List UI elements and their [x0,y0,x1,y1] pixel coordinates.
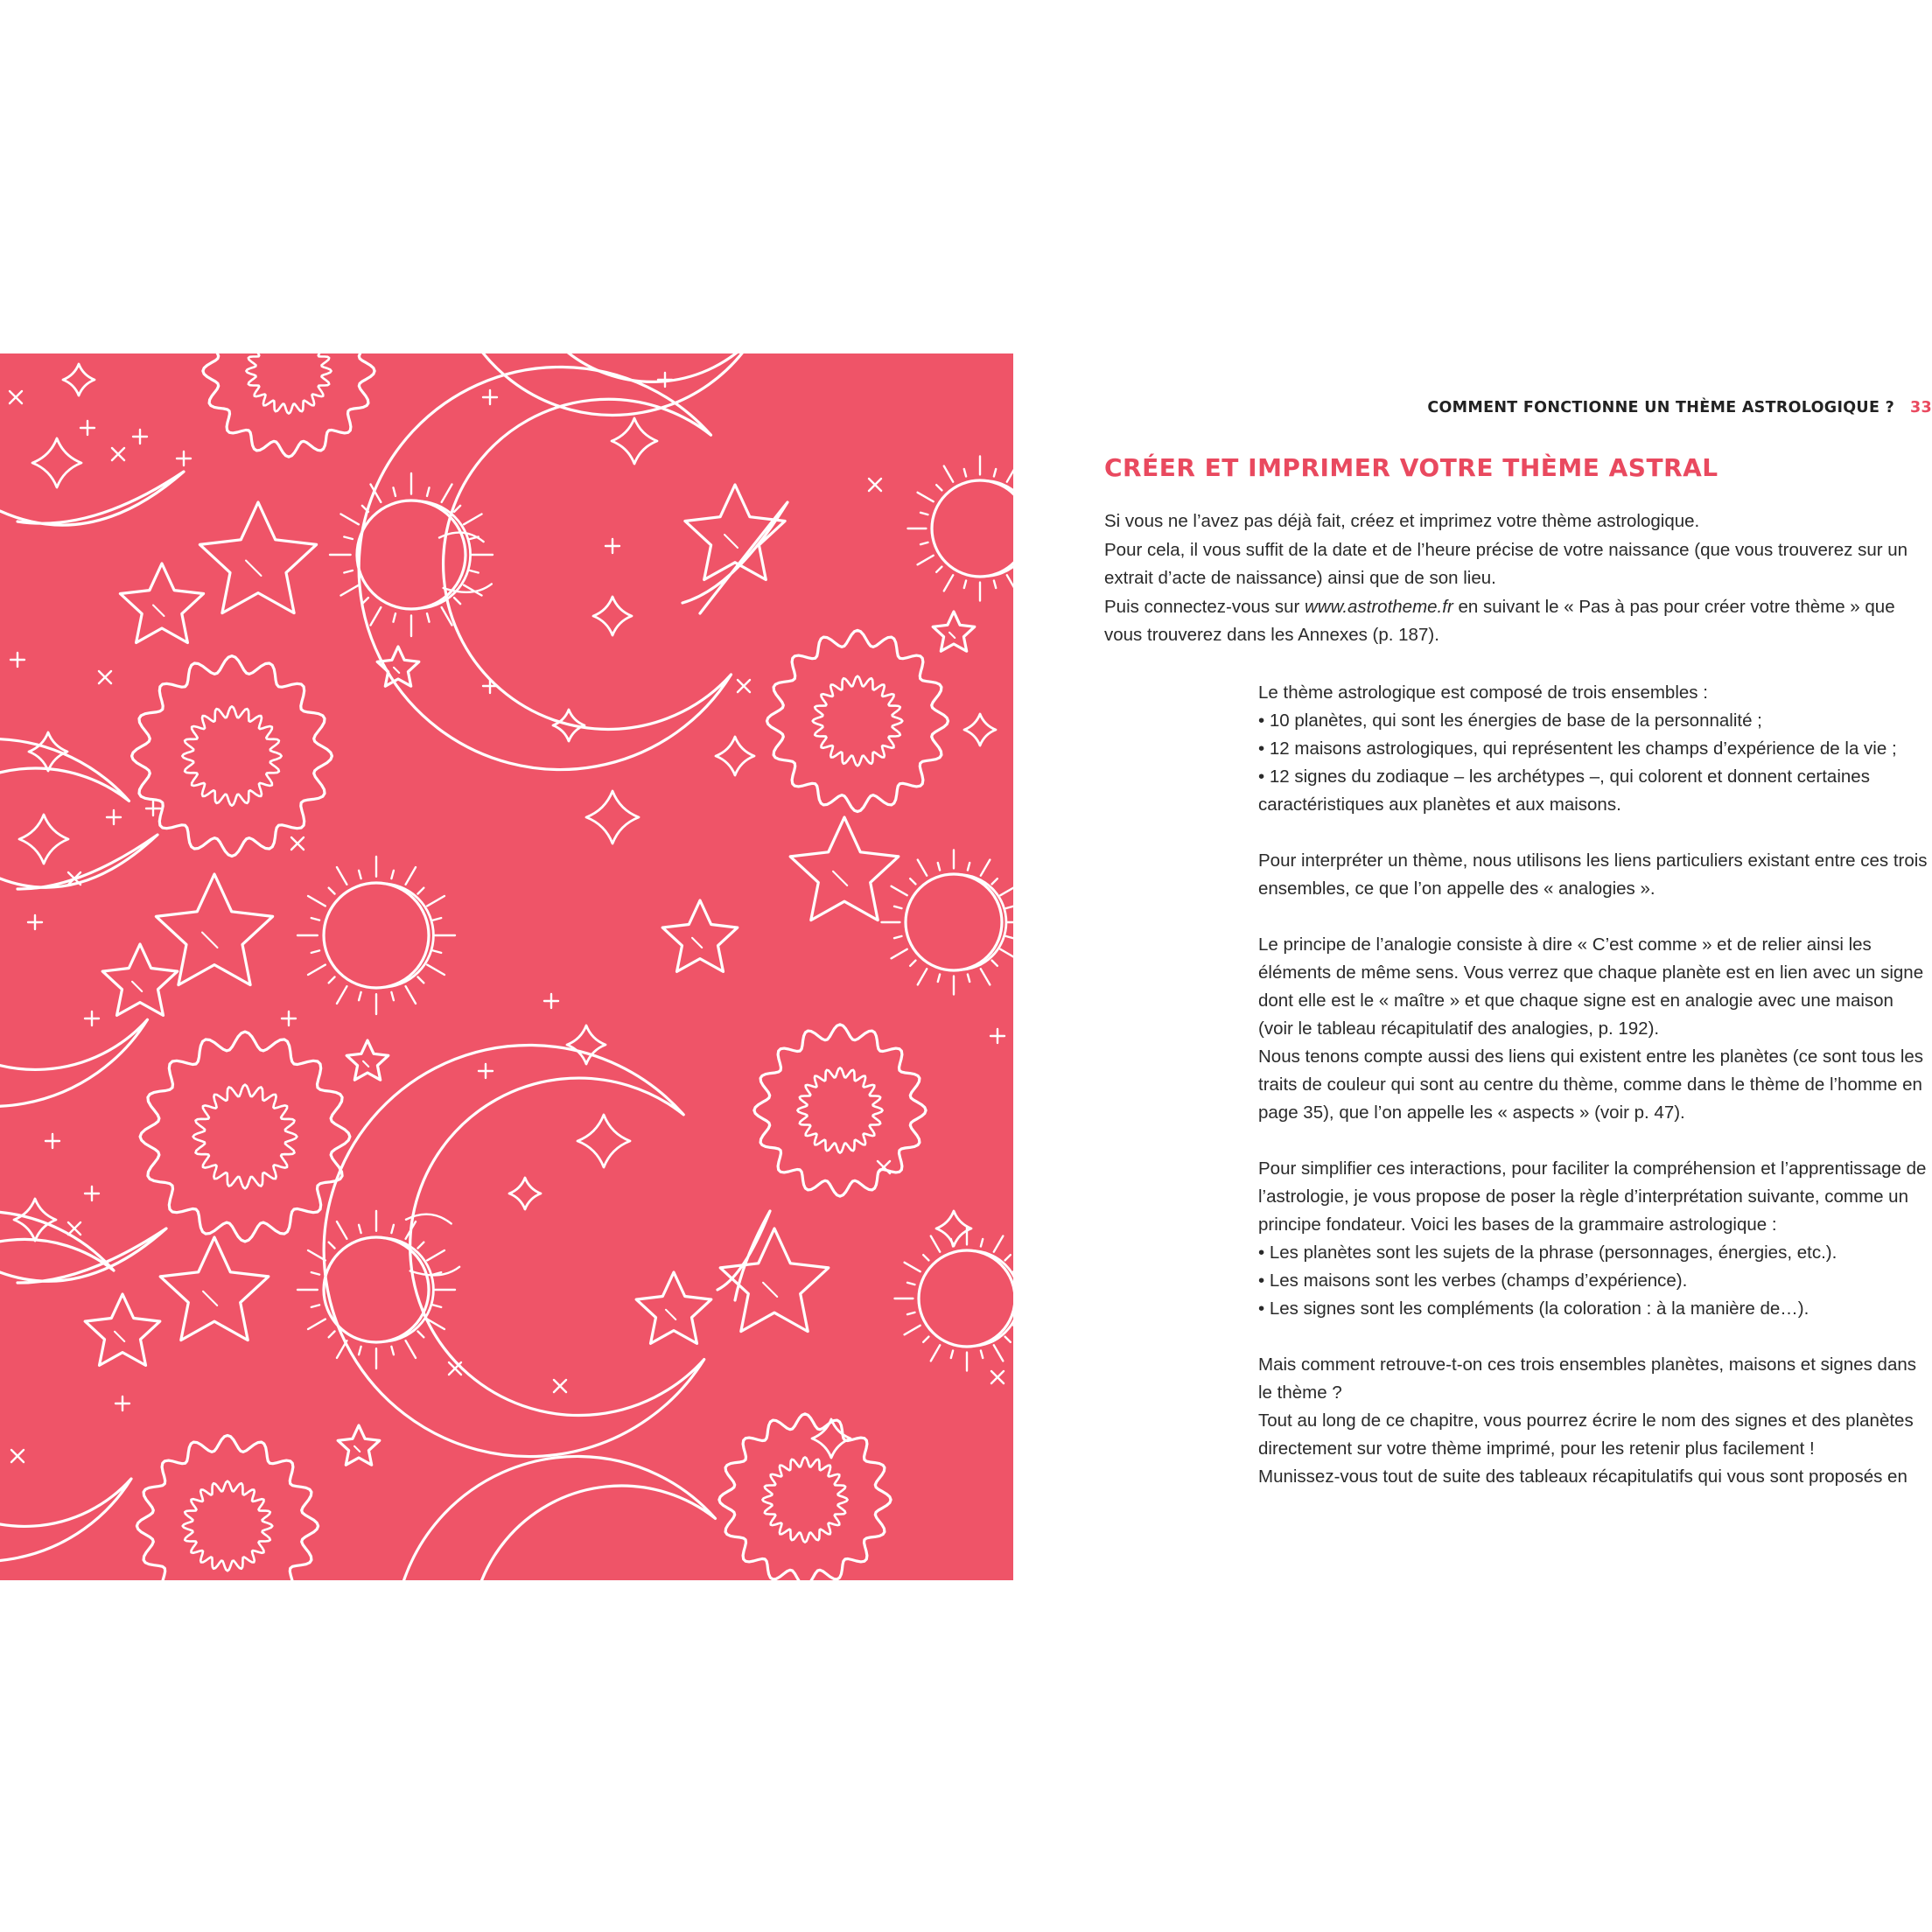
plus-icon [133,430,147,444]
cross-icon [738,680,750,692]
cross-icon [11,1450,24,1462]
plus-icon [544,994,558,1008]
crescent-moon-face-icon [394,1456,733,1580]
crescent-moon-face-icon [359,367,731,769]
cross-icon [554,1380,566,1392]
sun-rays-icon [298,857,455,1014]
crescent-moon-face-icon [446,354,753,415]
crescent-moon-face-icon [0,1211,131,1561]
sparkle-icon [509,1178,541,1209]
plus-icon [177,452,191,466]
sparkle-icon [19,815,68,864]
list-item: • Les signes sont les compléments (la coloration : à la manière de…). [1258,1298,1810,1319]
cross-icon [112,448,124,460]
intro-line-1: Si vous ne l’avez pas déjà fait, créez et imprimez votre thème astrologique. [1104,511,1700,531]
cross-icon [99,671,111,683]
sparkle-icon [586,791,639,844]
moon-tail-icon [0,1228,166,1283]
text-page [1013,354,1932,1580]
star-icon [102,944,178,1015]
star-icon [720,1228,829,1332]
closing-text-1: Mais comment retrouve-t-on ces trois ensembles planètes, maisons et signes dans le thème ? [1258,1354,1917,1403]
plus-icon [146,802,160,816]
sparkle-icon [612,418,657,464]
plus-icon [80,421,94,435]
plus-icon [990,1029,1004,1043]
section-heading: CRÉER ET IMPRIMER VOTRE THÈME ASTRAL [1104,453,1718,482]
star-icon [346,1040,388,1080]
list-item: • 12 maisons astrologiques, qui représentent les champs d’expérience de la vie ; [1258,738,1897,759]
star-icon [160,1237,269,1340]
sparkle-icon [32,438,81,487]
list-item: • 12 signes du zodiaque – les archétypes –, qui colorent et donnent certaines caractéristiques aux planètes et aux maisons. [1258,766,1870,815]
sun-icon [136,1436,318,1581]
sun-icon [767,630,948,811]
sun-rays-icon [298,1211,455,1368]
star-icon [120,564,203,643]
plus-icon [483,679,497,693]
cross-icon [68,1222,80,1235]
plus-icon [479,1064,493,1078]
eclipse-sun-icon [357,500,466,609]
intro-paragraph [1104,508,1932,650]
sun-rays-icon [908,457,1014,601]
sun-icon [132,656,332,857]
plus-icon [116,1396,130,1410]
closing-text-3: Munissez-vous tout de suite des tableaux récapitulatifs qui vous sont proposés en [1258,1466,1908,1487]
sparkle-icon [593,597,632,635]
sun-rays-icon [895,1227,1014,1371]
astrotheme-link[interactable]: www.astrotheme.fr [1305,596,1453,617]
star-icon [377,647,419,686]
list-item: • 10 planètes, qui sont les énergies de base de la personnalité ; [1258,710,1762,731]
star-icon [338,1425,380,1465]
composition-lead: Le thème astrologique est composé de trois ensembles : [1258,682,1708,703]
sparkle-icon [716,737,754,775]
running-head [1427,399,1932,416]
moon-tail-icon [0,835,158,889]
star-icon [85,1294,160,1365]
sun-rays-icon [330,473,493,636]
sparkle-icon [578,1115,630,1167]
page-number: 33 [1910,399,1932,416]
cross-icon [869,479,881,491]
star-icon [156,874,272,985]
crescent-moon-face-icon [0,738,148,1106]
sparkle-icon [964,714,996,746]
eclipse-sun-icon [932,480,1013,577]
star-icon [685,485,785,580]
sun-icon [203,354,374,457]
intro-line-3-end: en suivant le « Pas à pas pour créer votre thème » que vous trouverez dans les Annexes (p. 187). [1104,596,1895,645]
cross-icon [878,1161,890,1173]
intro-line-2: Pour cela, il vous suffit de la date et de l’heure précise de votre naissance (que vous trouverez sur un extrait d’acte de naissance) ainsi que de son lieu. [1104,539,1908,588]
composition-paragraph [1258,679,1932,819]
plus-icon [85,1186,99,1200]
eclipse-sun-icon [324,883,429,988]
cross-icon [10,391,22,403]
list-item: • Les planètes sont les sujets de la phrase (personnages, énergies, etc.). [1258,1242,1838,1263]
cross-icon [291,837,304,850]
plus-icon [28,915,42,929]
star-icon [790,817,899,920]
plus-icon [282,1012,296,1026]
plus-icon [483,390,497,404]
grammar-lead: Pour simplifier ces interactions, pour faciliter la compréhension et l’apprentissage de l’astrologie, je vous propose de poser la règle d’interprétation suivante, comme un principe fondateur. Voici les bases de la grammaire astrologique : [1258,1158,1927,1235]
grammar-paragraph [1258,1155,1932,1323]
celestial-pattern-illustration [0,354,1013,1580]
plus-icon [10,653,24,667]
star-icon [200,502,316,613]
sparkle-icon [63,364,94,396]
sun-rays-icon [882,850,1014,995]
plus-icon [658,373,672,387]
analogy-text-2: Nous tenons compte aussi des liens qui existent entre les planètes (ce sont tous les traits de couleur qui sont au centre du thème, comme dans le thème de l’homme en page 35), que l’on appelle les « aspects » (voir p. 47). [1258,1046,1924,1123]
star-icon [933,612,975,651]
plus-icon [85,1012,99,1026]
list-item: • Les maisons sont les verbes (champs d’expérience). [1258,1270,1688,1291]
cross-icon [449,1362,461,1375]
running-head-title: COMMENT FONCTIONNE UN THÈME ASTROLOGIQUE ? [1427,399,1895,416]
plus-icon [46,1134,60,1148]
crescent-moon-face-icon [324,1046,704,1457]
plus-icon [107,810,121,824]
sun-icon [719,1414,891,1580]
body-column [1258,679,1932,1519]
intro-line-3-start: Puis connectez-vous sur [1104,596,1306,617]
sun-icon [754,1025,926,1196]
moon-tail-icon [0,472,184,525]
celestial-pattern-svg [0,354,1013,1580]
eclipse-sun-icon [919,1250,1013,1347]
closing-text-2: Tout au long de ce chapitre, vous pourrez écrire le nom des signes et des planètes directement sur votre thème imprimé, pour les retenir plus facilement ! [1258,1410,1914,1459]
analogy-paragraph [1258,931,1932,1127]
analogy-text-1: Le principe de l’analogie consiste à dire « C’est comme » et de relier ainsi les éléments de même sens. Vous verrez que chaque planète est en lien avec un signe dont elle est le « maître » et que chaque signe est en analogie avec une maison (voir le tableau récapitulatif des analogies, p. 192). [1258,934,1924,1039]
eclipse-sun-icon [324,1237,429,1342]
eclipse-sun-icon [906,874,1002,970]
sun-icon [140,1032,350,1242]
star-icon [636,1272,711,1343]
interpret-paragraph: Pour interpréter un thème, nous utilisons les liens particuliers existant entre ces trois ensembles, ce que l’on appelle des « analogies ». [1258,850,1928,899]
star-icon [662,900,738,971]
plus-icon [606,539,620,553]
closing-paragraph [1258,1351,1932,1491]
cross-icon [991,1371,1004,1383]
